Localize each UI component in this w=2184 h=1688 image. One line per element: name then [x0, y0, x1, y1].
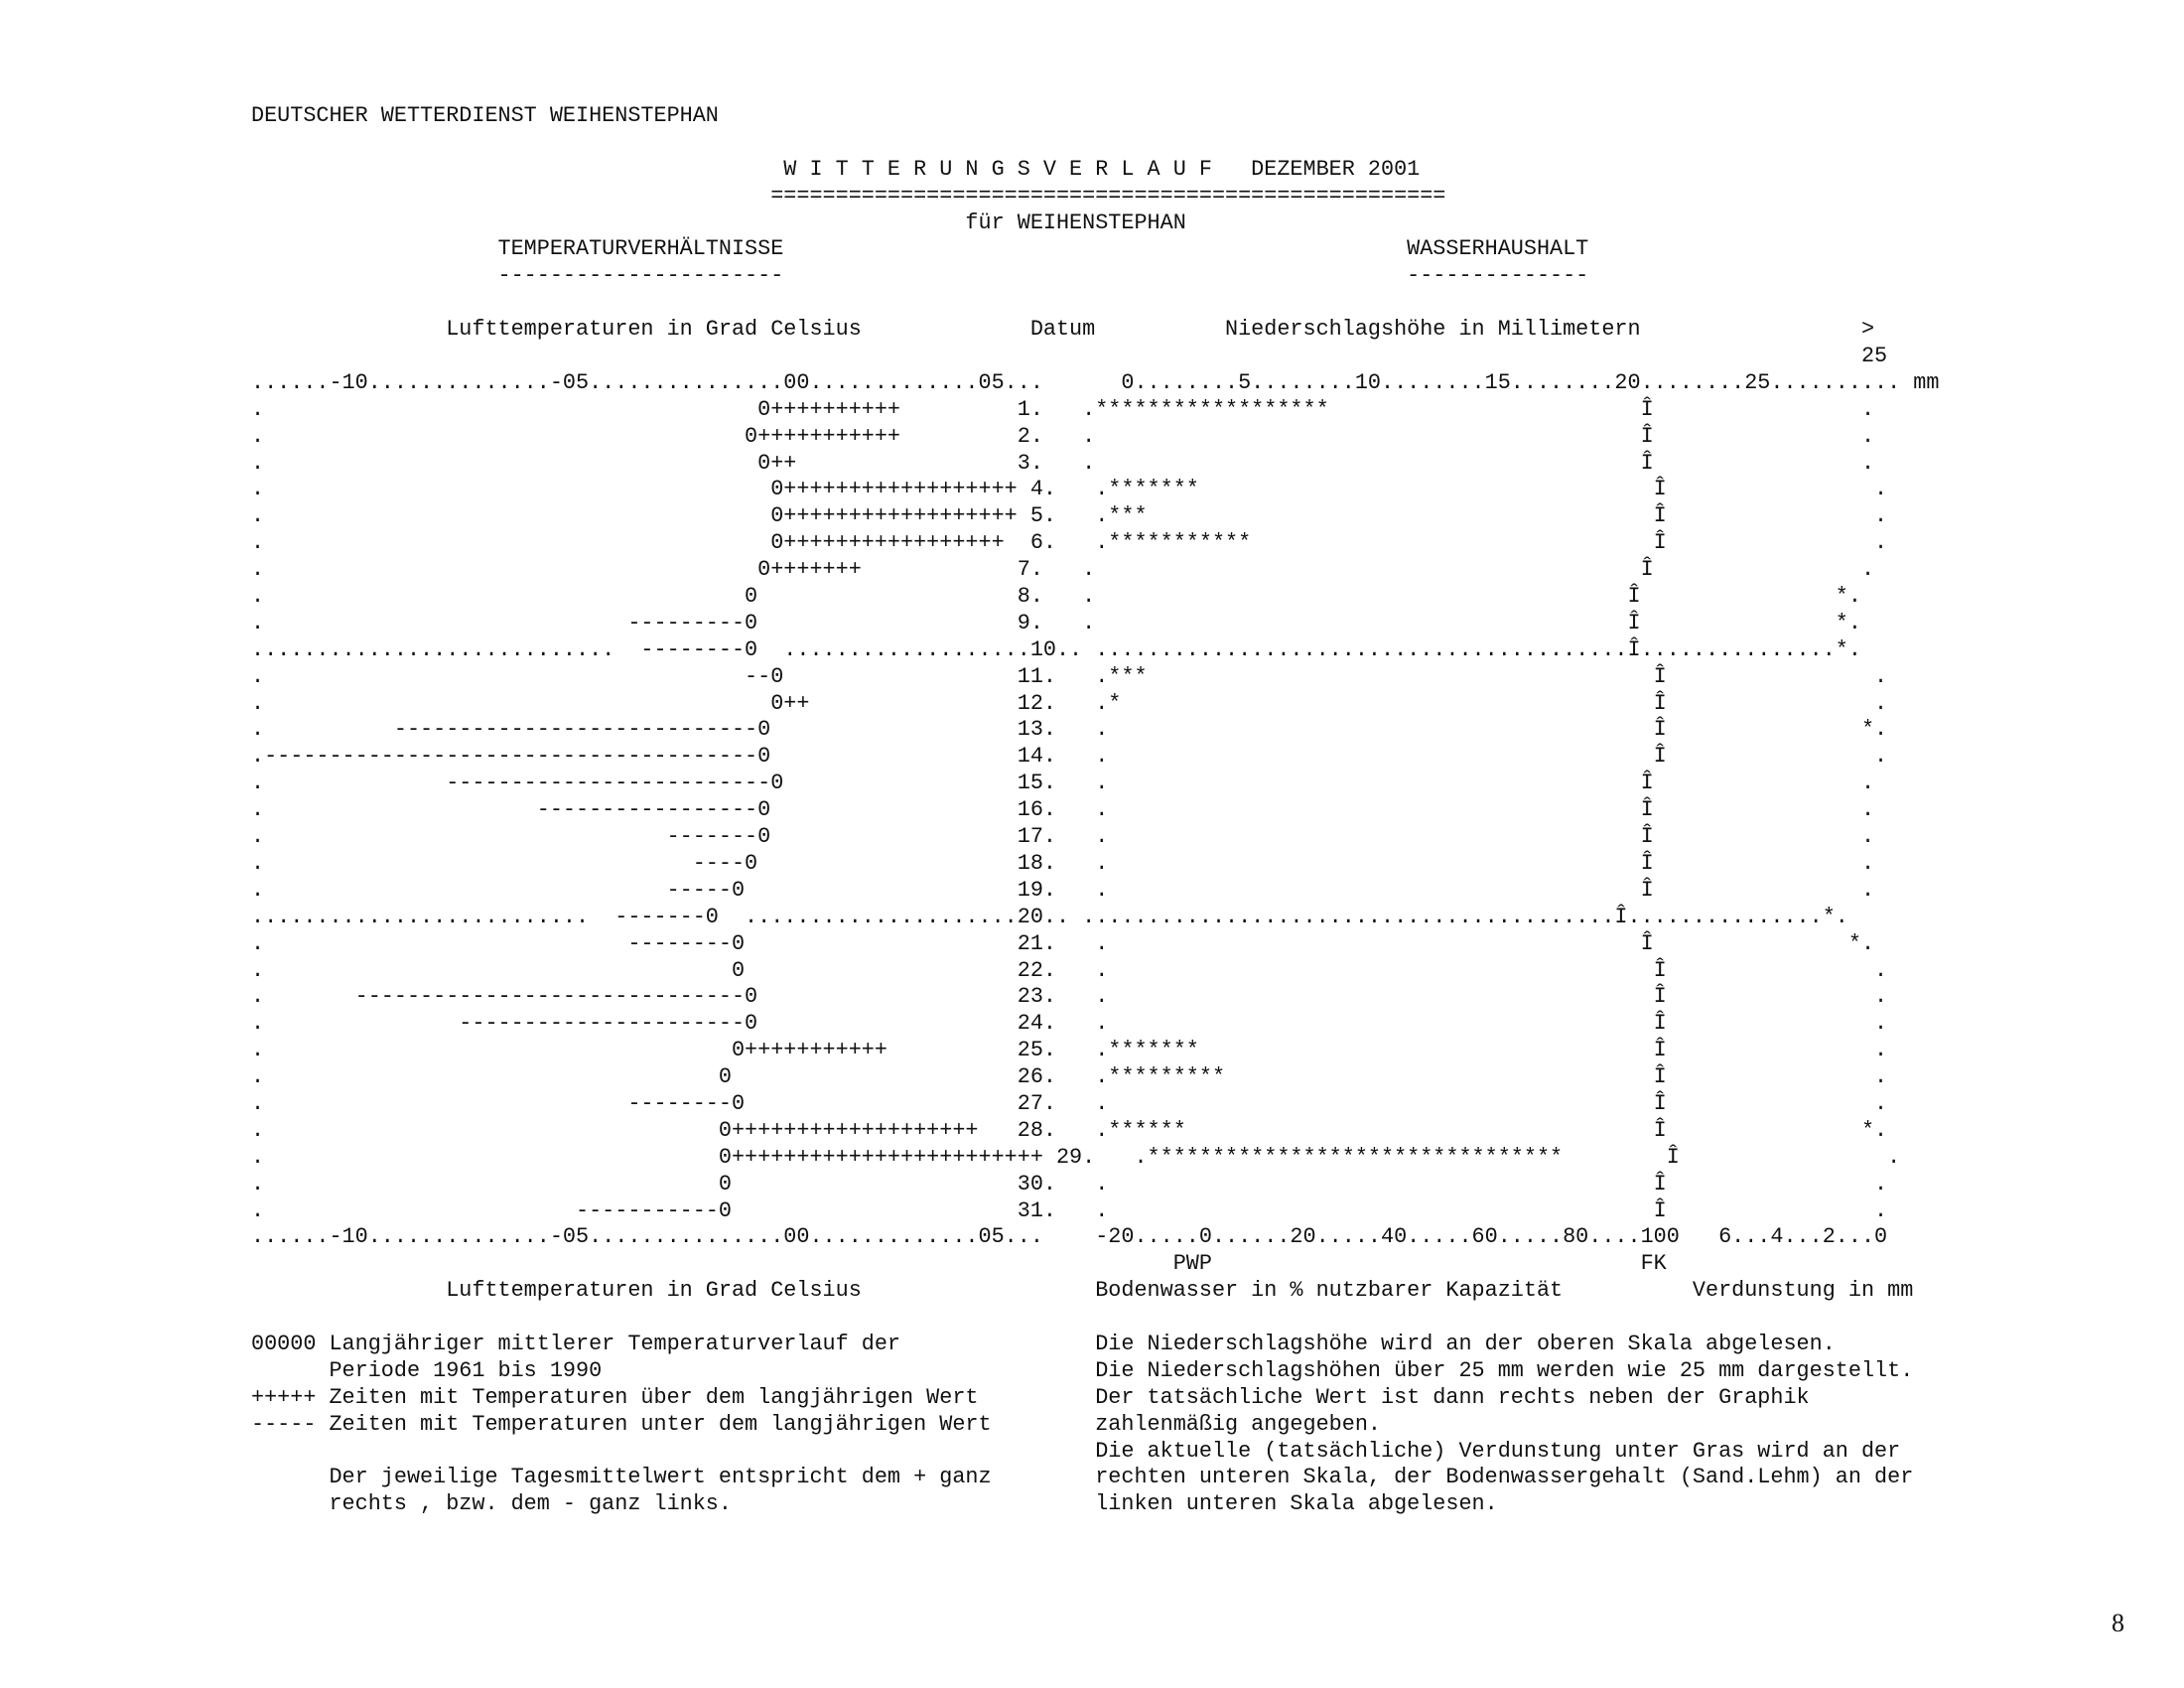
report-line: ====================================================: [251, 183, 1446, 209]
report-line: +++++ Zeiten mit Temperaturen über dem langjährigen Wert Der tatsächliche Wert ist dann rechts neben der Graphik: [251, 1384, 1810, 1410]
report-line: .......................... -------0 .....................20.. .........................................Î...............*.: [251, 904, 1848, 929]
report-line: . ----------------------------0 13. . Î *.: [251, 717, 1888, 743]
report-line: 25: [251, 344, 1888, 369]
report-line: . -------0 17. . Î .: [251, 824, 1875, 850]
report-line: ---------------------- --------------: [251, 263, 1589, 289]
report-line: [251, 290, 1939, 317]
report-line: . 0 26. .********* Î .: [251, 1064, 1888, 1090]
report-line: . 0 22. . Î .: [251, 957, 1888, 983]
report-line: . 0+++++++++++ 25. .******* Î .: [251, 1038, 1888, 1063]
report-line: für WEIHENSTEPHAN: [251, 210, 1186, 235]
report-line: Periode 1961 bis 1990 Die Niederschlagshöhen über 25 mm werden wie 25 mm dargestellt.: [251, 1357, 1914, 1383]
report-line: [251, 1305, 1939, 1332]
report-line: ......-10..............-05...............00.............05... 0........5........10........15........20........25.......... mm: [251, 369, 1940, 395]
report-line: Lufttemperaturen in Grad Celsius Bodenwasser in % nutzbarer Kapazität Verdunstung in mm: [251, 1278, 1914, 1304]
report-line: . -----------------0 16. . Î .: [251, 797, 1875, 823]
weather-report-text: [251, 103, 1939, 1518]
report-line: Der jeweilige Tagesmittelwert entspricht dem + ganz rechten unteren Skala, der Bodenwassergehalt (Sand.Lehm) an der: [251, 1465, 1914, 1490]
report-line: ----- Zeiten mit Temperaturen unter dem langjährigen Wert zahlenmäßig angegeben.: [251, 1411, 1381, 1437]
report-line: Lufttemperaturen in Grad Celsius Datum Niederschlagshöhe in Millimetern >: [251, 317, 1875, 343]
report-line: W I T T E R U N G S V E R L A U F DEZEMBER 2001: [251, 156, 1421, 182]
report-line: . -----0 19. . Î .: [251, 877, 1875, 903]
report-line: DEUTSCHER WETTERDIENST WEIHENSTEPHAN: [251, 103, 719, 128]
report-line: TEMPERATURVERHÄLTNISSE WASSERHAUSHALT: [251, 236, 1589, 262]
report-line: ............................ --------0 ...................10.. .........................................Î...............*.: [251, 636, 1861, 662]
report-line: [251, 130, 1939, 157]
report-line: . ---------0 9. . Î *.: [251, 610, 1861, 635]
report-line: . ------------------------------0 23. . Î .: [251, 984, 1888, 1010]
report-line: .--------------------------------------0 14. . Î .: [251, 744, 1888, 770]
report-line: . 0++++++++++ 1. .****************** Î .: [251, 396, 1875, 422]
report-line: . --0 11. .*** Î .: [251, 663, 1888, 689]
report-line: . 0+++++++ 7. . Î .: [251, 557, 1875, 583]
report-line: . 0 30. . Î .: [251, 1171, 1888, 1196]
report-line: . 0++++++++++++++++++ 5. .*** Î .: [251, 503, 1888, 529]
report-line: . 0++ 12. .* Î .: [251, 690, 1888, 716]
report-line: ......-10..............-05...............00.............05... -20.....0......20.....40.....60.....80....100 6...4...2...0: [251, 1224, 1888, 1250]
page-number: 8: [2112, 1609, 2124, 1637]
report-line: PWP FK: [251, 1251, 1667, 1277]
report-line: . -----------0 31. . Î .: [251, 1197, 1888, 1223]
report-line: 00000 Langjähriger mittlerer Temperaturverlauf der Die Niederschlagshöhe wird an der oberen Skala abgelesen.: [251, 1331, 1836, 1356]
report-line: . ----0 18. . Î .: [251, 850, 1875, 876]
report-line: . --------0 27. . Î .: [251, 1090, 1888, 1116]
report-line: . 0++++++++++++++++++++++++ 29. .******************************** Î .: [251, 1144, 1901, 1170]
report-line: . 0 8. . Î *.: [251, 584, 1861, 610]
report-line: . -------------------------0 15. . Î .: [251, 771, 1875, 796]
report-line: . 0+++++++++++++++++++ 28. .****** Î *.: [251, 1117, 1888, 1143]
report-line: . 0+++++++++++++++++ 6. .*********** Î .: [251, 530, 1888, 556]
report-line: . ----------------------0 24. . Î .: [251, 1011, 1888, 1037]
report-line: . 0++++++++++++++++++ 4. .******* Î .: [251, 477, 1888, 502]
report-line: . 0+++++++++++ 2. . Î .: [251, 423, 1875, 449]
report-line: Die aktuelle (tatsächliche) Verdunstung unter Gras wird an der: [251, 1438, 1901, 1464]
report-line: . --------0 21. . Î *.: [251, 930, 1875, 956]
report-line: . 0++ 3. . Î .: [251, 450, 1875, 476]
report-line: rechts , bzw. dem - ganz links. linken unteren Skala abgelesen.: [251, 1491, 1498, 1517]
